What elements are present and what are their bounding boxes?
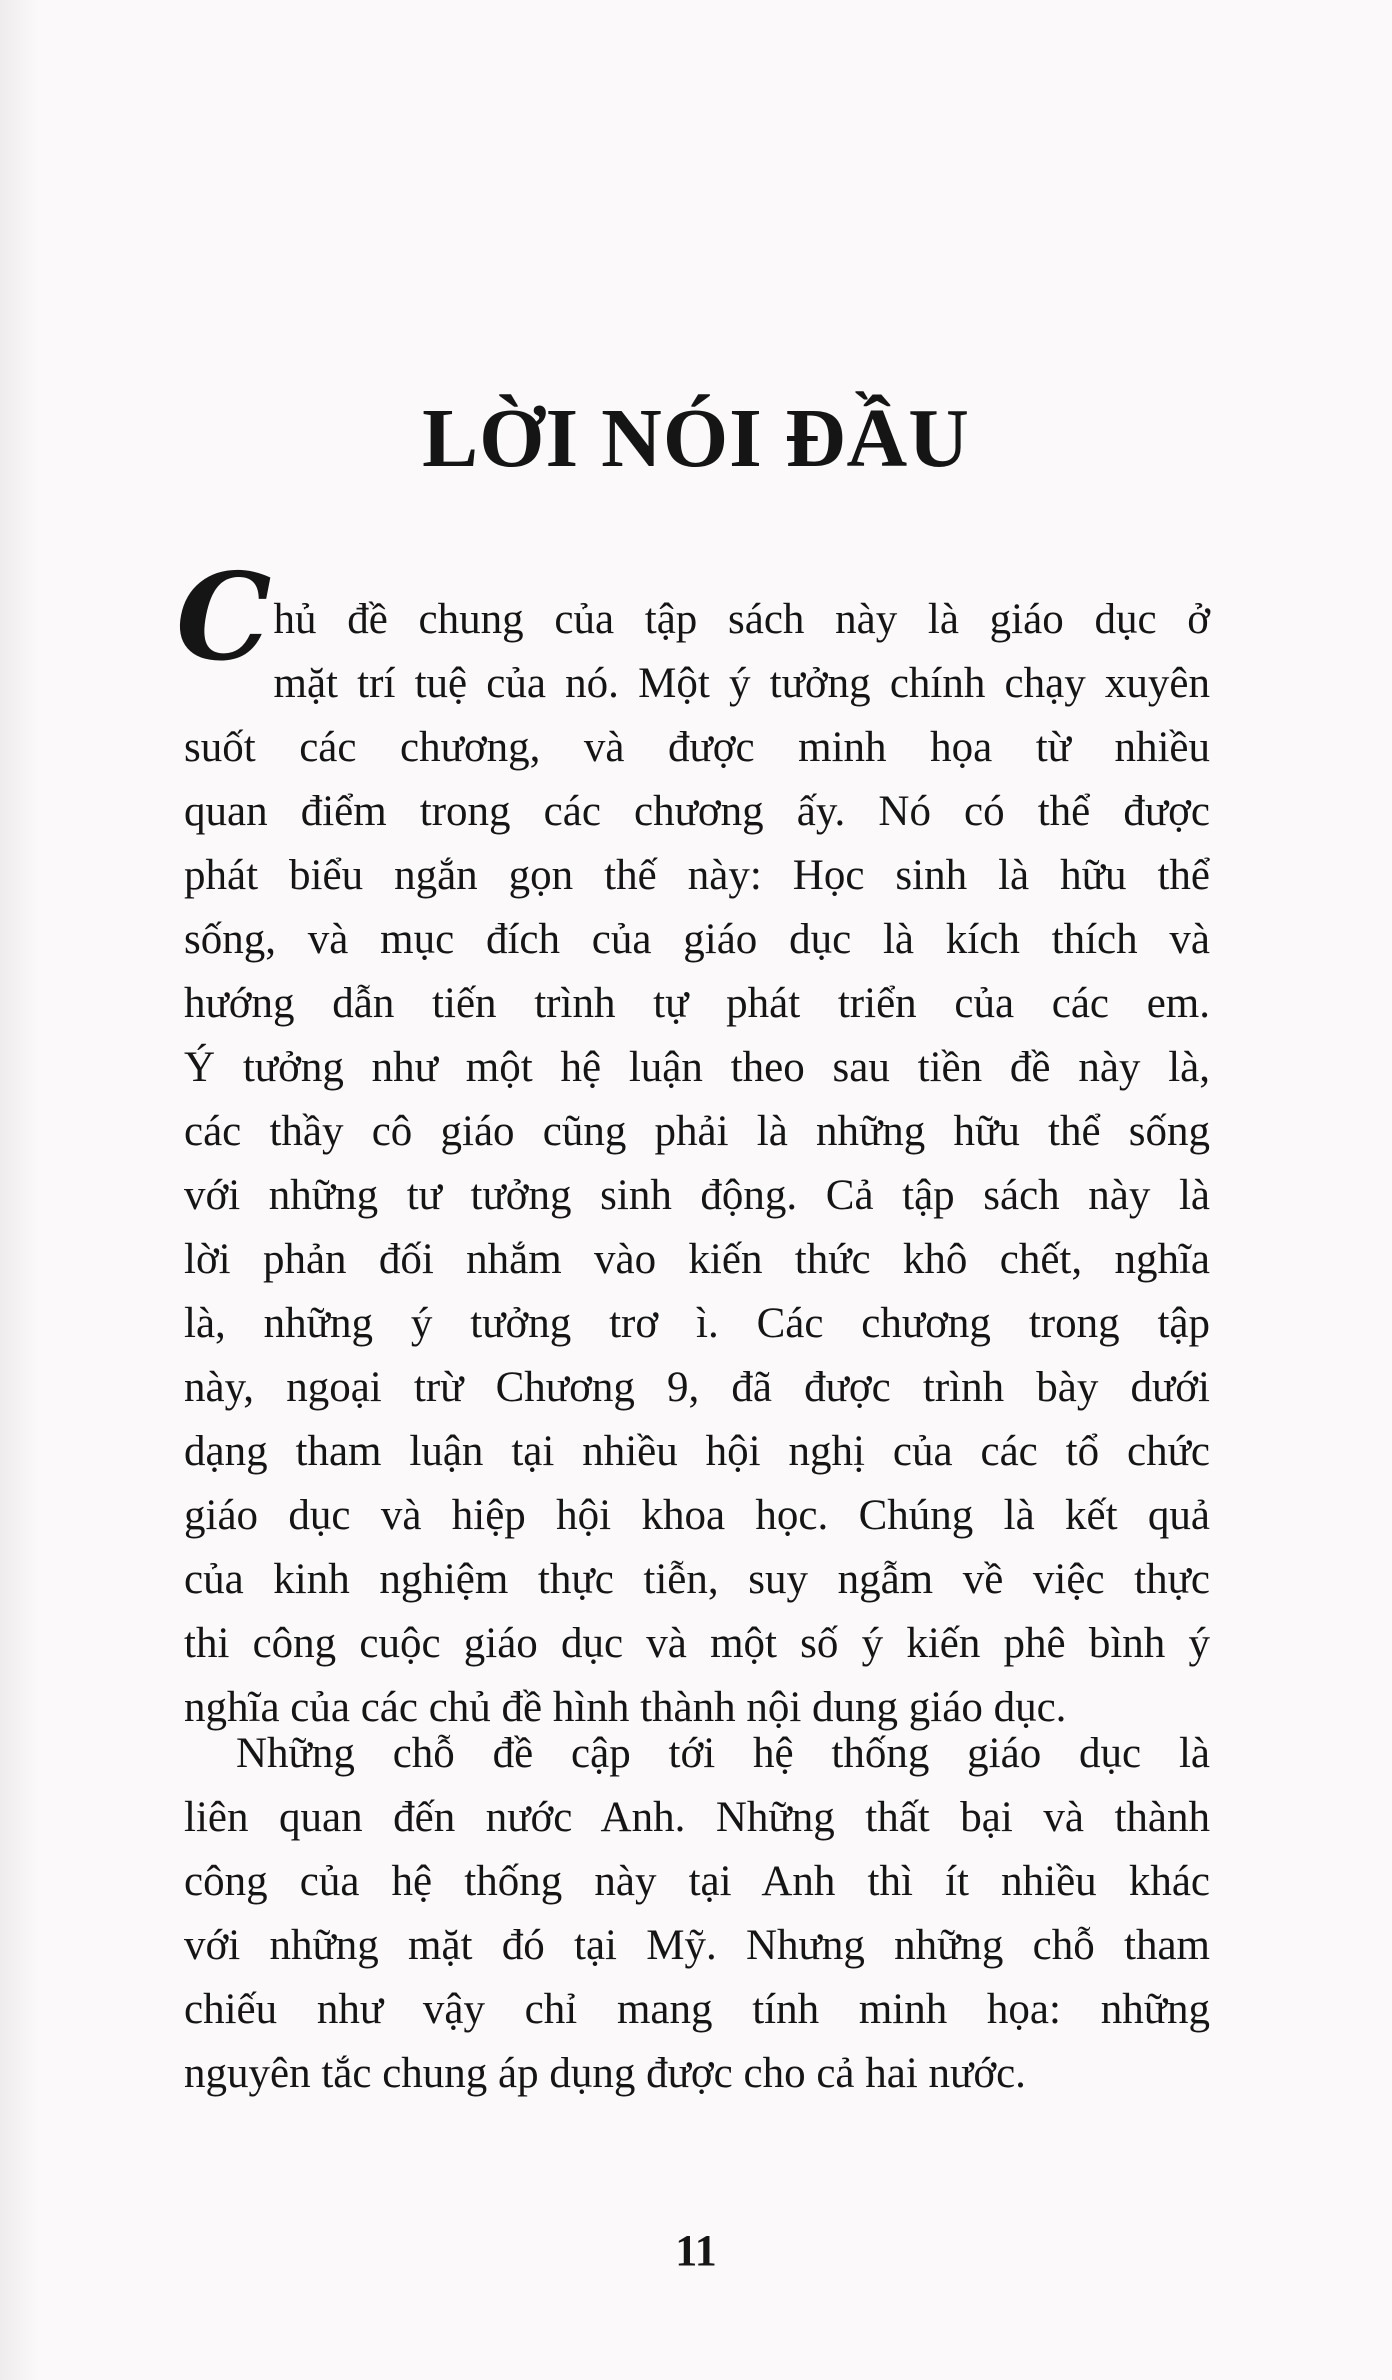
text-line: với những tư tưởng sinh động. Cả tập sách này là [184,1172,1210,1219]
text-line: quan điểm trong các chương ấy. Nó có thể được [184,788,1210,835]
text-line: các thầy cô giáo cũng phải là những hữu thể sống [184,1108,1210,1155]
text-line: chiếu như vậy chỉ mang tính minh họa: những [184,1986,1210,2033]
text-line: của kinh nghiệm thực tiễn, suy ngẫm về việc thực [184,1556,1210,1603]
text-line: với những mặt đó tại Mỹ. Nhưng những chỗ tham [184,1922,1210,1969]
text-line: nghĩa của các chủ đề hình thành nội dung giáo dục. [184,1684,1067,1731]
paragraph-1 [176,547,1210,1740]
page-title: LỜI NÓI ĐẦU [422,392,970,485]
text-line: mặt trí tuệ của nó. Một ý tưởng chính chạy xuyên [273,660,1210,707]
text-line: công của hệ thống này tại Anh thì ít nhiều khác [184,1858,1210,1905]
text-line: hướng dẫn tiến trình tự phát triển của các em. [184,980,1210,1027]
text-line: liên quan đến nước Anh. Những thất bại và thành [184,1794,1210,1841]
text-line: Những chỗ đề cập tới hệ thống giáo dục là [236,1730,1210,1777]
drop-cap: C [176,547,272,688]
text-line: thi công cuộc giáo dục và một số ý kiến phê bình ý [184,1620,1210,1667]
text-line: Ý tưởng như một hệ luận theo sau tiền đề này là, [184,1044,1210,1091]
text-line: nguyên tắc chung áp dụng được cho cả hai nước. [184,2050,1026,2097]
first-line-text: hủ đề chung của tập sách này là giáo dục ở [273,596,1210,643]
text-line: là, những ý tưởng trơ ì. Các chương trong tập [184,1300,1210,1347]
text-line: sống, và mục đích của giáo dục là kích thích và [184,916,1210,963]
text-line: này, ngoại trừ Chương 9, đã được trình bày dưới [184,1364,1210,1411]
page-edge-shadow [0,0,40,2380]
page-number: 11 [675,2226,717,2275]
text-line: lời phản đối nhắm vào kiến thức khô chết, nghĩa [184,1236,1210,1283]
text-line: dạng tham luận tại nhiều hội nghị của các tổ chức [184,1428,1210,1475]
text-line: phát biểu ngắn gọn thế này: Học sinh là hữu thể [184,852,1210,899]
text-line: giáo dục và hiệp hội khoa học. Chúng là kết quả [184,1492,1210,1539]
text-line: suốt các chương, và được minh họa từ nhiều [184,724,1210,771]
paragraph-2 [184,1722,1210,2106]
